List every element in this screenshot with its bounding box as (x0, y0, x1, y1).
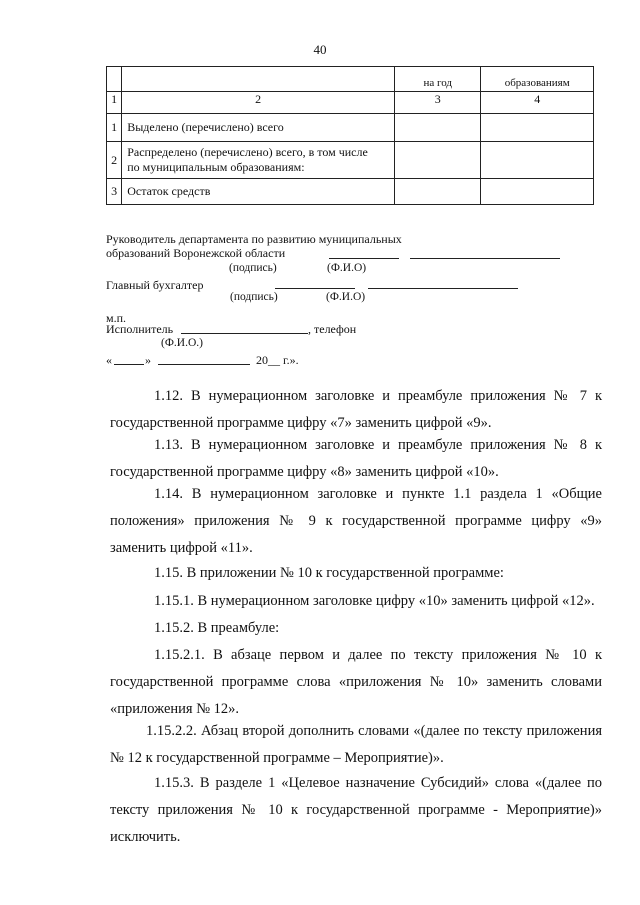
table-row (107, 114, 594, 142)
fio-label: (Ф.И.О) (327, 262, 367, 274)
executor-label: Исполнитель (106, 322, 174, 336)
text-line: исключить. (110, 829, 181, 845)
table-cell (395, 179, 481, 205)
table-row (107, 142, 594, 179)
row-label (122, 142, 395, 179)
date-month-line (158, 364, 250, 365)
text-line: тексту приложения № 10 к государственной программе - Мероприятие)» (110, 802, 602, 818)
text-line: заменить цифрой «11». (110, 540, 253, 556)
page-number: 40 (313, 42, 327, 57)
signature-line (275, 288, 355, 289)
phone-label: , телефон (308, 322, 357, 336)
paragraph-1-15-2-1 (110, 642, 602, 723)
paragraph-1-15-2 (110, 615, 602, 642)
table-cell: 3 (395, 92, 481, 114)
row-number: 3 (107, 179, 122, 205)
executor-fio-label: (Ф.И.О.) (161, 337, 203, 349)
row-label-line: Распределено (перечислено) всего, в том числе (127, 145, 368, 159)
name-line (410, 258, 560, 259)
text-line: государственной программе цифру «8» заменить цифрой «10». (110, 464, 499, 480)
row-label-line: по муниципальным образованиям: (127, 160, 305, 174)
table-cell (395, 114, 481, 142)
table-cell (481, 142, 594, 179)
table-cell: 1 (107, 92, 122, 114)
date-quote-open: « (106, 353, 112, 367)
text-line: 1.15.3. В разделе 1 «Целевое назначение Субсидий» слова «(далее по (154, 775, 602, 791)
head-title-line1: Руководитель департамента по развитию муниципальных (106, 232, 402, 246)
date-day-line (114, 364, 144, 365)
executor-line (181, 333, 308, 334)
table-header-cell (122, 67, 395, 92)
name-line (368, 288, 518, 289)
date-quote-close: » (145, 353, 151, 367)
paragraph-1-15-2-2 (110, 718, 602, 772)
paragraph-1-13 (110, 432, 602, 486)
text-line: 1.15. В приложении № 10 к государственной программе: (154, 565, 504, 581)
table-header-cell (107, 67, 122, 92)
text-line: 1.12. В нумерационном заголовке и преамбуле приложения № 7 к (154, 388, 602, 404)
text-line: государственной программе слова «приложения № 10» заменить словами (110, 674, 602, 690)
table-cell: 2 (122, 92, 395, 114)
podpis-label: (подпись) (230, 291, 278, 303)
text-line: 1.15.2.1. В абзаце первом и далее по тексту приложения № 10 к (154, 647, 602, 663)
accountant-label: Главный бухгалтер (106, 278, 204, 292)
paragraph-1-14 (110, 481, 602, 562)
fio-label: (Ф.И.О) (326, 291, 366, 303)
table-header-cell: образованиям (481, 67, 594, 92)
table-cell: 4 (481, 92, 594, 114)
report-table (106, 66, 594, 205)
table-number-row (107, 92, 594, 114)
paragraph-1-15 (110, 560, 602, 587)
table-cell (395, 142, 481, 179)
table-header-cell: на год (395, 67, 481, 92)
row-label: Остаток средств (122, 179, 395, 205)
row-number: 2 (107, 142, 122, 179)
text-line: государственной программе цифру «7» заменить цифрой «9». (110, 415, 492, 431)
podpis-label: (подпись) (229, 262, 277, 274)
date-year: 20__ г.». (256, 353, 299, 367)
text-line: 1.15.2. В преамбуле: (154, 620, 280, 636)
paragraph-1-15-1 (110, 588, 602, 615)
text-line: 1.13. В нумерационном заголовке и преамбуле приложения № 8 к (154, 437, 602, 453)
table-header-row (107, 67, 594, 92)
text-line: № 12 к государственной программе – Мероприятие)». (110, 750, 444, 766)
paragraph-1-12 (110, 383, 602, 437)
stamp-label: м.п. (106, 311, 127, 325)
table-row (107, 179, 594, 205)
table-cell (481, 114, 594, 142)
text-line: 1.14. В нумерационном заголовке и пункте 1.1 раздела 1 «Общие (154, 486, 602, 502)
head-title-line2: образований Воронежской области (106, 246, 286, 260)
text-line: 1.15.2.2. Абзац второй дополнить словами «(далее по тексту приложения (146, 723, 602, 739)
text-line: положения» приложения № 9 к государственной программе цифру «9» (110, 513, 602, 529)
row-label: Выделено (перечислено) всего (122, 114, 395, 142)
text-line: 1.15.1. В нумерационном заголовке цифру «10» заменить цифрой «12». (154, 593, 595, 609)
text-line: «приложения № 12». (110, 701, 240, 717)
row-number: 1 (107, 114, 122, 142)
table-cell (481, 179, 594, 205)
paragraph-1-15-3 (110, 770, 602, 851)
signature-line (329, 258, 399, 259)
